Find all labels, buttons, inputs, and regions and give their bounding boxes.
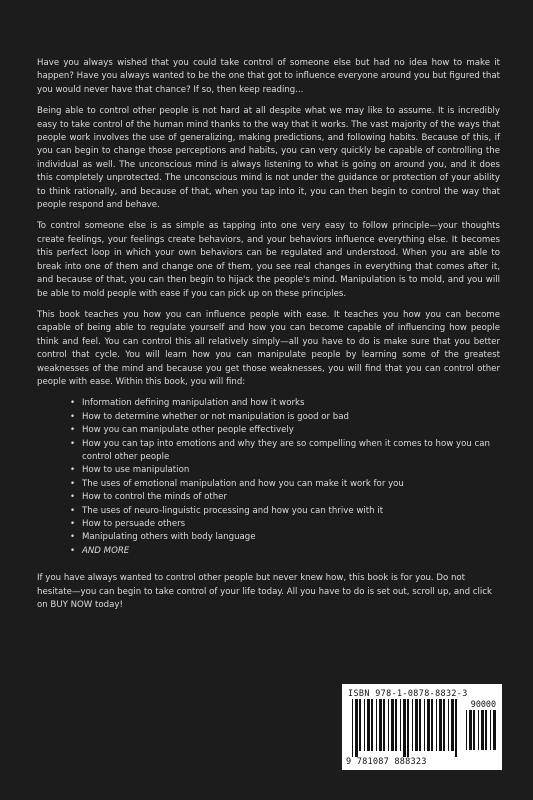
barcode-bar [383,699,385,751]
barcode-bar [364,699,365,751]
barcode-bar [395,699,397,751]
barcode-bar [436,699,437,751]
barcode-bar [419,699,421,751]
price-code-label: 90000 [470,699,496,709]
body-paragraph-2: Being able to control other people is not hard at all despite what we may like to assume. It is incredibly easy to take control of the human mind thanks to the way that it works. The vast majority of the ways that people work involves the use of generalizing, making predictions, and following habits. Because of this, if you can begin to change those perceptions and habits, you can very quickly be capable of controlling the individual as well. The unconscious mind is always listening to what is going on around you, and it does this completely unprotected. The unconscious mind is not under the guidance or protection of your ability to think rationally, and because of that, when you tap into it, you can then begin to control the way that people respond and behave. [37,106,500,211]
barcode-bar [478,710,479,750]
barcode-bar [448,699,449,751]
barcode-bar [490,710,491,750]
barcode-bar [439,699,442,751]
feature-item: • The uses of emotional manipulation and how you can make it work for you [82,478,500,491]
barcode-bar [391,699,394,751]
barcode-digits: 9 781087 888323 [346,757,427,767]
feature-item: • Information defining manipulation and how it works [82,397,500,410]
barcode-bar [481,710,484,750]
barcode-bar [455,699,457,757]
blurb-text [37,57,500,620]
barcode-bar [427,699,430,751]
barcode-bar [352,699,353,757]
body-paragraph-4: This book teaches you how you can influence people with ease. It teaches you how you can become capable of being able to regulate yourself and how you can become capable of influencing how people think and feel. You can control this all relatively simply—all you have to do is make sure that you better control that cycle. You will learn how you can manipulate people by learning some of the greatest weaknesses of the mind and because you get those weaknesses, you will find that you can control other people with ease. Within this book, you will find: [37,309,500,387]
barcode-bar [371,699,373,751]
body-paragraph-3: To control someone else is as simple as tapping into one very easy to follow principle—your thoughts create feelings, your feelings create behaviors, and your behaviors influence everything else. It becomes this perfect loop in which your own behaviors can be regulated and understood. When you are able to break into one of them and change one of them, you see real changes in everything that comes after it, and because of that, you can then begin to hijack the people's mind. Manipulation is to mold, and you will be able to mold people with ease if you can pick up on these principles. [37,221,500,299]
barcode-bar [443,699,445,751]
barcode-main-bars [352,699,460,757]
barcode-bar [469,710,472,750]
feature-item: • How you can tap into emotions and why they are so compelling when it comes to how you can control other people [82,438,500,465]
barcode-bar [403,699,406,757]
feature-list [37,397,500,558]
barcode-bar [367,699,370,751]
barcode-bar [376,699,377,751]
barcode-bar [400,699,401,751]
feature-item: • How you can manipulate other people effectively [82,424,500,437]
barcode-bar [485,710,487,750]
barcode-bar [466,710,467,750]
feature-item: • The uses of neuro-linguistic processing and how you can thrive with it [82,505,500,518]
intro-paragraph: Have you always wished that you could take control of someone else but had no idea how to make it happen? Have you always wanted to be the one that got to influence everyone around you but figured that you would never have that chance? If so, then keep reading... [37,58,500,95]
barcode-bar [424,699,425,751]
barcode-bar [493,710,496,750]
barcode-bar [431,699,433,751]
feature-item: • Manipulating others with body language [82,531,500,544]
feature-item: • How to use manipulation [82,464,500,477]
barcode-bar [355,699,358,757]
barcode-bar [451,699,454,751]
isbn-label: ISBN 978-1-0878-8832-3 [348,688,468,698]
feature-item-more: • AND MORE [82,545,500,558]
barcode-bar [415,699,418,751]
barcode-bar [388,699,389,751]
isbn-barcode [342,684,502,770]
feature-item: • How to persuade others [82,518,500,531]
barcode-bar [412,699,413,751]
feature-item: • How to control the minds of other [82,491,500,504]
closing-paragraph: If you have always wanted to control other people but never knew how, this book is for you. Do not hesitate—you can begin to take control of your life today. All you have to do is set out, scroll up, and click on BUY NOW today! [37,573,493,611]
feature-item: • How to determine whether or not manipulation is good or bad [82,411,500,424]
barcode-bar [407,699,409,757]
barcode-bar [473,710,475,750]
barcode-addon-bars [466,710,496,756]
barcode-bar [359,699,361,751]
barcode-bar [379,699,382,751]
